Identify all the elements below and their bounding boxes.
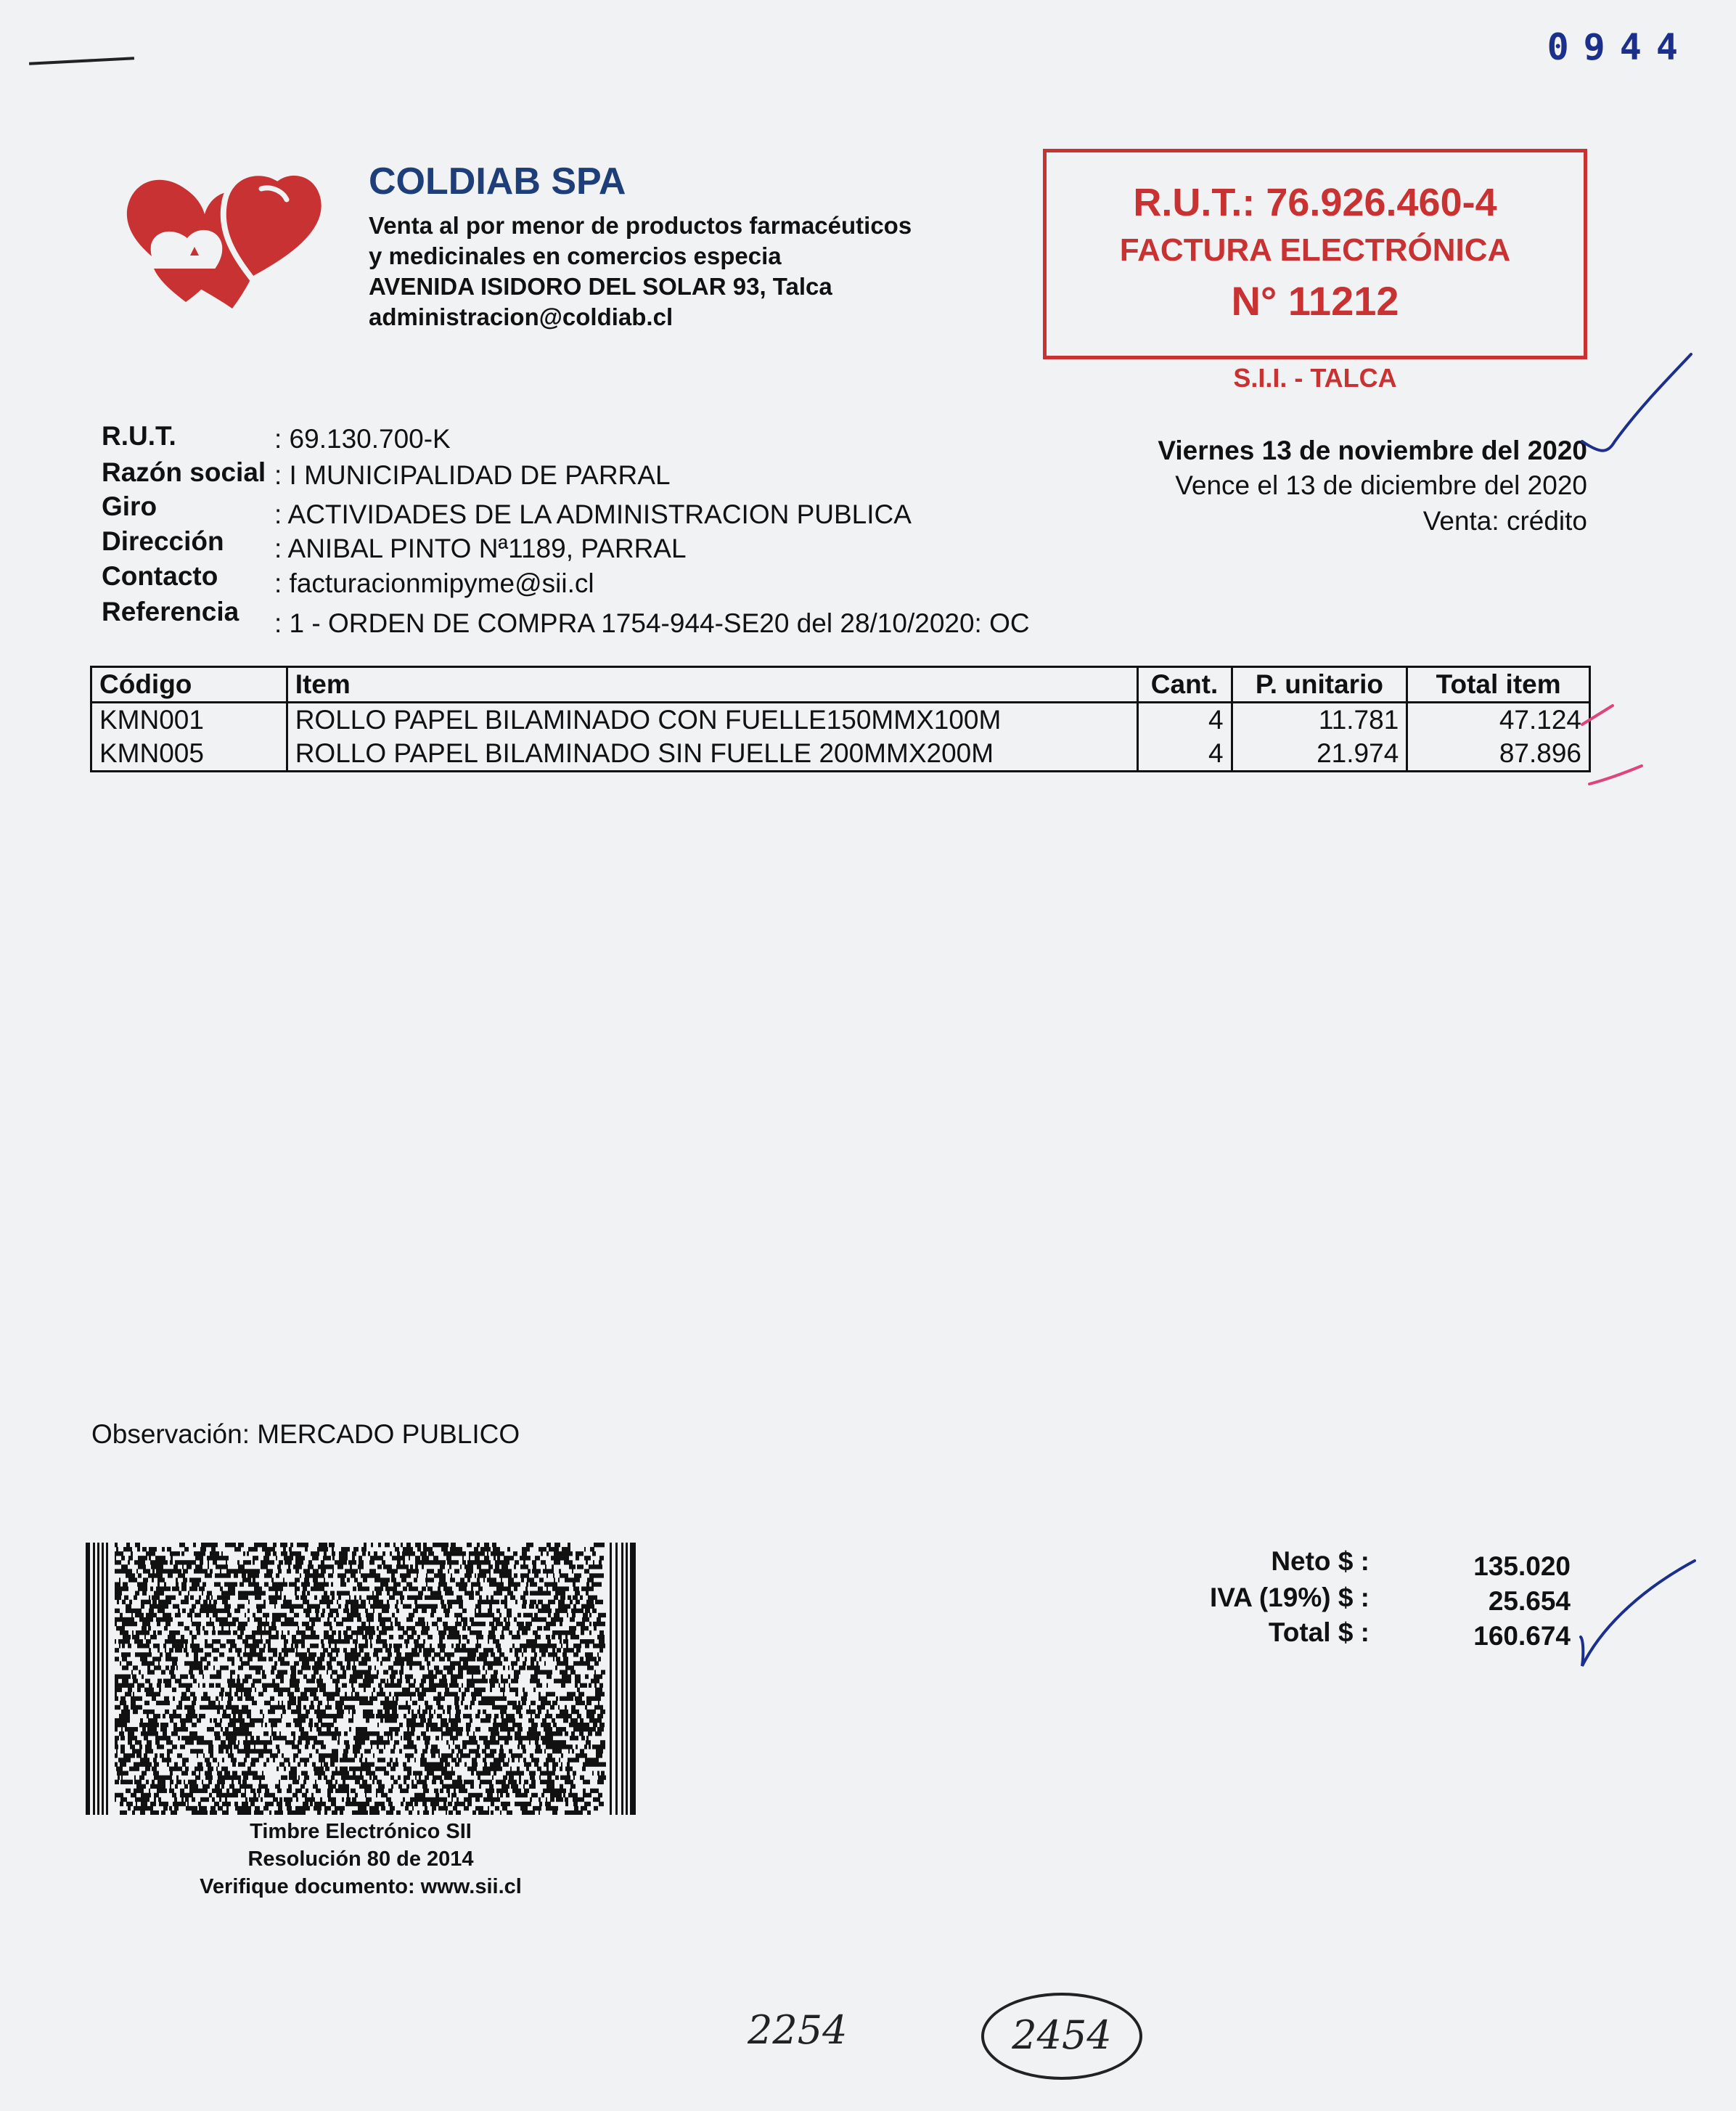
row-qty: 4 — [1137, 703, 1232, 738]
row-item: ROLLO PAPEL BILAMINADO CON FUELLE150MMX100M — [287, 703, 1137, 738]
pdf417-barcode-icon — [86, 1543, 636, 1815]
table-row — [91, 703, 1590, 738]
heart-logo-icon — [116, 160, 334, 334]
observation: Observación: MERCADO PUBLICO — [91, 1419, 520, 1449]
col-header-code: Código — [91, 667, 287, 703]
row-code: KMN001 — [91, 703, 287, 738]
timbre-line1: Timbre Electrónico SII — [250, 1820, 472, 1843]
issue-date: Viernes 13 de noviembre del 2020 — [1158, 436, 1587, 465]
client-direccion: : ANIBAL PINTO Nª1189, PARRAL — [274, 534, 687, 563]
issuer-name: COLDIAB SPA — [369, 160, 626, 203]
client-contacto-label: Contacto — [102, 561, 218, 591]
items-table — [90, 666, 1591, 772]
iva-label: IVA (19%) $ : — [1210, 1583, 1369, 1612]
table-header-row — [91, 667, 1590, 703]
client-contacto: : facturacionmipyme@sii.cl — [274, 568, 594, 598]
row-total: 87.896 — [1407, 737, 1590, 772]
total-value: 160.674 — [1473, 1621, 1571, 1651]
check-mark-icon — [1582, 354, 1691, 451]
row-qty: 4 — [1137, 737, 1232, 772]
timbre-line2: Resolución 80 de 2014 — [247, 1847, 474, 1871]
col-header-unit-price: P. unitario — [1232, 667, 1407, 703]
issuer-activity-line1: Venta al por menor de productos farmacéuticos — [369, 212, 912, 239]
client-razon-label: Razón social — [102, 457, 266, 487]
neto-value: 135.020 — [1473, 1551, 1571, 1581]
col-header-total: Total item — [1407, 667, 1590, 703]
row-total: 47.124 — [1407, 703, 1590, 738]
client-giro-label: Giro — [102, 491, 157, 521]
issuer-email: administracion@coldiab.cl — [369, 303, 673, 330]
sii-document-box — [1043, 149, 1587, 359]
check-mark-icon — [1581, 1561, 1695, 1666]
sale-type: Venta: crédito — [1422, 506, 1587, 536]
due-date: Vence el 13 de diciembre del 2020 — [1175, 470, 1587, 500]
total-label: Total $ : — [1268, 1617, 1369, 1647]
neto-label: Neto $ : — [1271, 1546, 1369, 1576]
row-unit-price: 11.781 — [1232, 703, 1407, 738]
timbre-line3: Verifique documento: www.sii.cl — [200, 1875, 522, 1898]
issuer-activity-line2: y medicinales en comercios especia — [369, 242, 782, 269]
scan-pen-mark — [29, 57, 134, 65]
check-mark-icon — [1589, 766, 1642, 784]
col-header-item: Item — [287, 667, 1137, 703]
row-code: KMN005 — [91, 737, 287, 772]
issuer-address: AVENIDA ISIDORO DEL SOLAR 93, Talca — [369, 273, 832, 300]
row-item: ROLLO PAPEL BILAMINADO SIN FUELLE 200MMX200M — [287, 737, 1137, 772]
client-referencia: : 1 - ORDEN DE COMPRA 1754-944-SE20 del 28/10/2020: OC — [274, 608, 1030, 638]
client-rut: : 69.130.700-K — [274, 424, 451, 454]
client-rut-label: R.U.T. — [102, 421, 176, 451]
row-unit-price: 21.974 — [1232, 737, 1407, 772]
client-giro: : ACTIVIDADES DE LA ADMINISTRACION PUBLICA — [274, 499, 912, 529]
client-referencia-label: Referencia — [102, 597, 239, 626]
iva-value: 25.654 — [1488, 1586, 1571, 1616]
client-direccion-label: Dirección — [102, 526, 224, 556]
sii-document-type: FACTURA ELECTRÓNICA — [1119, 232, 1511, 268]
col-header-qty: Cant. — [1137, 667, 1232, 703]
scan-stamp-number: 0944 — [1547, 26, 1692, 68]
handwritten-circled-note: 2454 — [981, 1993, 1142, 2080]
client-razon-social: : I MUNICIPALIDAD DE PARRAL — [274, 460, 671, 490]
sii-document-number: N° 11212 — [1231, 278, 1399, 324]
sii-office: S.I.I. - TALCA — [1233, 363, 1397, 393]
sii-rut: R.U.T.: 76.926.460-4 — [1133, 181, 1497, 224]
handwritten-note: 2254 — [748, 2007, 848, 2053]
table-row — [91, 737, 1590, 772]
